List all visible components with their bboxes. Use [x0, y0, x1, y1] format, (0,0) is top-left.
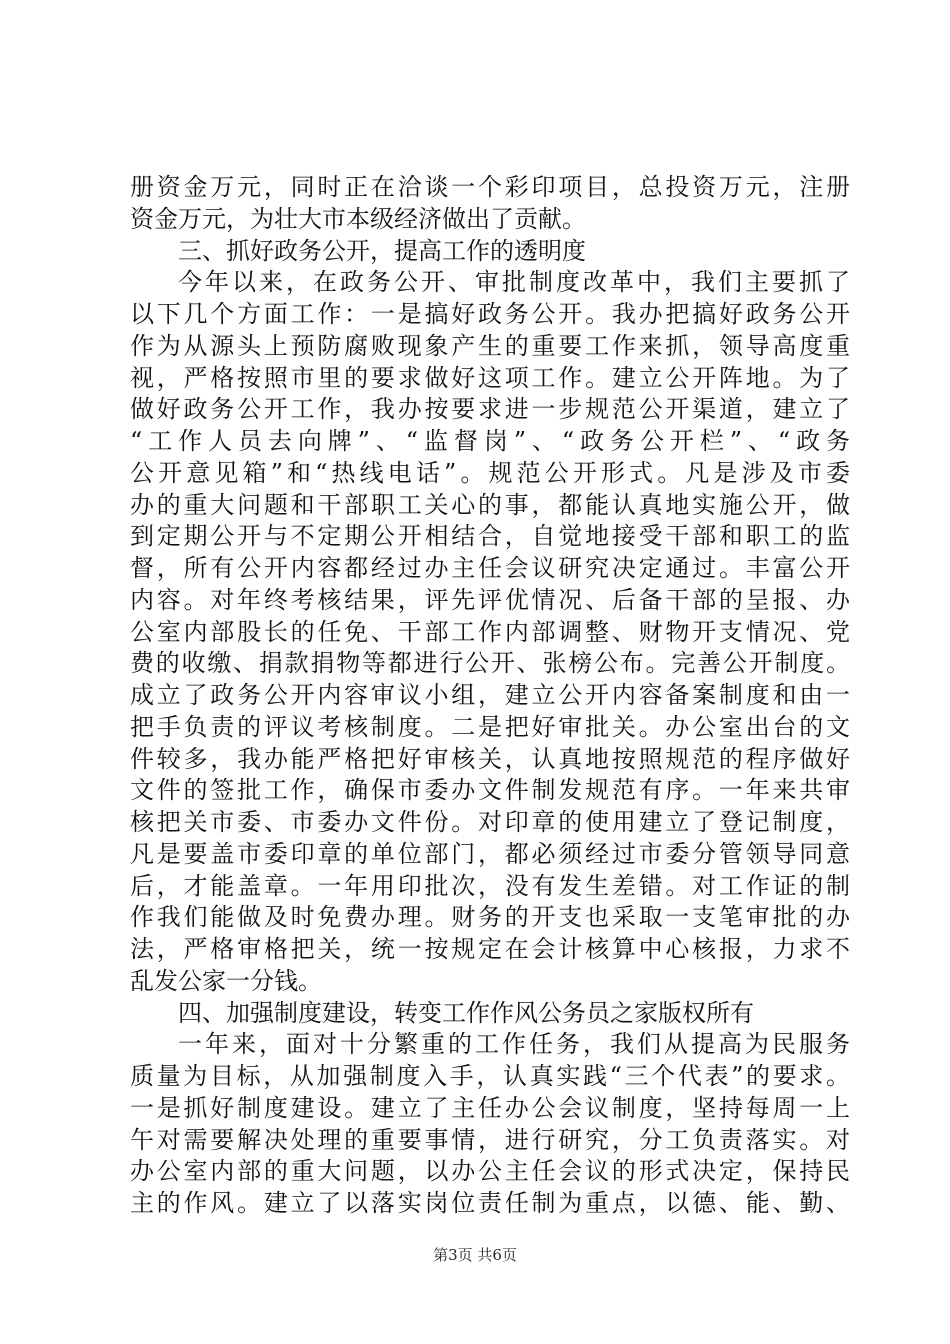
text-line: 办公室内部的重大问题，以办公主任会议的形式决定，保持民 — [130, 1157, 850, 1186]
text-line: 作我们能做及时免费办理。财务的开支也采取一支笔审批的办 — [130, 903, 850, 932]
text-line: 资金万元，为壮大市本级经济做出了贡献。 — [130, 204, 586, 233]
text-line: 册资金万元，同时正在洽谈一个彩印项目，总投资万元，注册 — [130, 173, 850, 201]
text-line: 成立了政务公开内容审议小组，建立公开内容备案制度和由一 — [130, 681, 850, 709]
text-line: 凡是要盖市委印章的单位部门，都必须经过市委分管领导同意 — [130, 839, 850, 868]
text-line: 公开意见箱”和“热线电话”。规范公开形式。凡是涉及市委 — [130, 458, 850, 487]
text-line: 视，严格按照市里的要求做好这项工作。建立公开阵地。为了 — [130, 363, 850, 392]
text-line: 核把关市委、市委办文件份。对印章的使用建立了登记制度， — [130, 808, 850, 836]
text-line: 件较多，我办能严格把好审核关，认真地按照规范的程序做好 — [130, 744, 850, 773]
text-line: 一是抓好制度建设。建立了主任办公会议制度，坚持每周一上 — [130, 1093, 850, 1122]
text-line: 文件的签批工作，确保市委办文件制发规范有序。一年来共审 — [130, 776, 850, 805]
text-line: 一年来，面对十分繁重的工作任务，我们从提高为民服务 — [178, 1030, 850, 1059]
text-line: 法，严格审格把关，统一按规定在会计核算中心核报，力求不 — [130, 935, 850, 963]
document-body — [130, 172, 850, 1220]
page-footer: 第3页 共6页 — [433, 1246, 517, 1264]
text-line: 后，才能盖章。一年用印批次，没有发生差错。对工作证的制 — [130, 871, 850, 900]
text-line: 三、抓好政务公开，提高工作的透明度 — [178, 236, 586, 265]
text-line: 四、加强制度建设，转变工作作风公务员之家版权所有 — [178, 998, 754, 1027]
text-line: 乱发公家一分钱。 — [130, 966, 322, 995]
text-line: 把手负责的评议考核制度。二是把好审批关。办公室出台的文 — [130, 712, 850, 741]
text-line: 质量为目标，从加强制度入手，认真实践“三个代表”的要求。 — [130, 1062, 850, 1090]
text-line: 督，所有公开内容都经过办主任会议研究决定通过。丰富公开 — [130, 554, 850, 582]
text-line: “工作人员去向牌”、“监督岗”、“政务公开栏”、“政务 — [130, 427, 850, 455]
text-line: 办的重大问题和干部职工关心的事，都能认真地实施公开，做 — [130, 490, 850, 519]
text-line: 做好政务公开工作，我办按要求进一步规范公开渠道，建立了 — [130, 395, 850, 424]
text-line: 主的作风。建立了以落实岗位责任制为重点，以德、能、勤、 — [130, 1189, 850, 1217]
text-line: 费的收缴、捐款捐物等都进行公开、张榜公布。完善公开制度。 — [130, 649, 850, 678]
text-line: 今年以来，在政务公开、审批制度改革中，我们主要抓了 — [178, 268, 850, 297]
text-line: 以下几个方面工作：一是搞好政务公开。我办把搞好政务公开 — [130, 300, 850, 328]
text-line: 午对需要解决处理的重要事情，进行研究，分工负责落实。对 — [130, 1125, 850, 1154]
text-line: 公室内部股长的任免、干部工作内部调整、财物开支情况、党 — [130, 617, 850, 646]
text-line: 作为从源头上预防腐败现象产生的重要工作来抓，领导高度重 — [130, 331, 850, 360]
text-line: 内容。对年终考核结果，评先评优情况、后备干部的呈报、办 — [130, 585, 850, 614]
text-line: 到定期公开与不定期公开相结合，自觉地接受干部和职工的监 — [130, 522, 850, 551]
